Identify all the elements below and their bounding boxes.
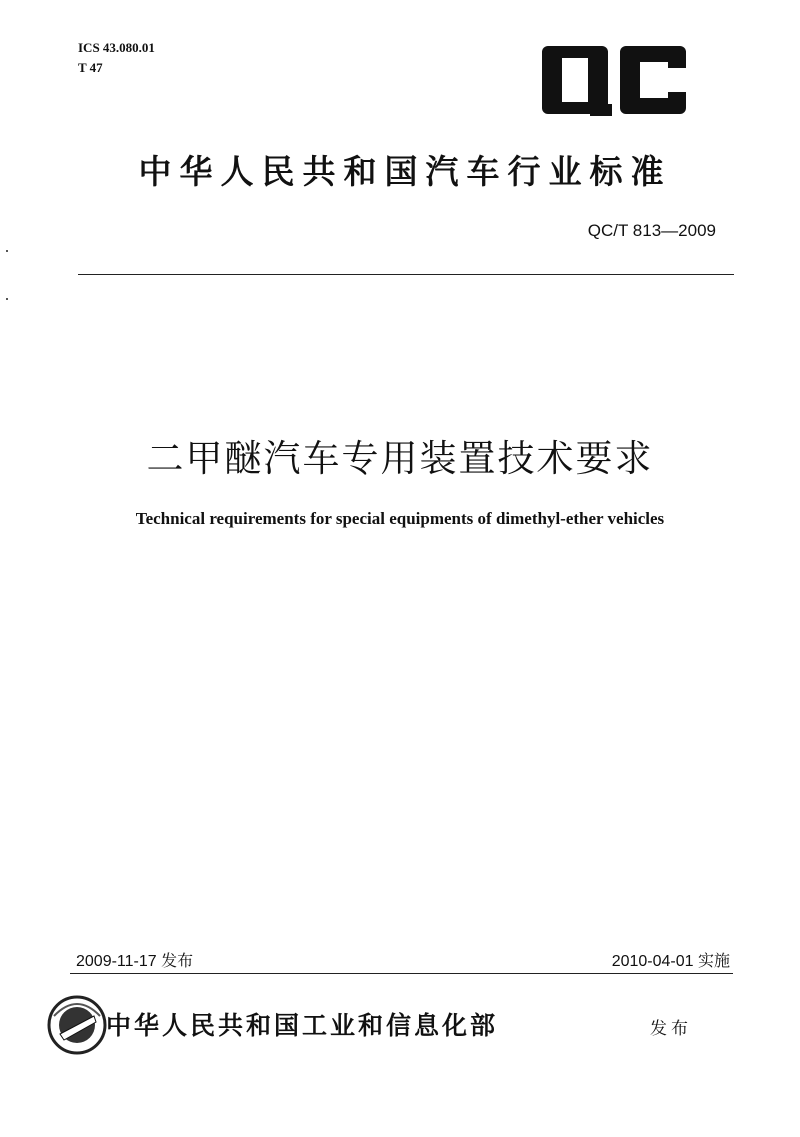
category-code: T 47: [78, 60, 103, 75]
header-divider: [78, 274, 734, 275]
standard-type-heading: 中华人民共和国汽车行业标准: [138, 152, 672, 191]
qc-logo: [540, 44, 690, 118]
scan-speck: [6, 298, 8, 300]
implement-date: 2010-04-01 实施: [611, 953, 730, 970]
standard-number: QC/T 813—2009: [587, 221, 716, 240]
issuing-authority: 中华人民共和国工业和信息化部: [106, 1011, 499, 1040]
english-title: Technical requirements for special equipments of dimethyl-ether vehicles: [135, 509, 665, 528]
ics-code: ICS 43.080.01: [78, 40, 155, 55]
ministry-emblem-icon: [46, 994, 108, 1056]
footer-divider: [70, 973, 733, 974]
scan-speck: [6, 250, 8, 252]
chinese-title: 二甲醚汽车专用装置技术要求: [146, 437, 654, 480]
classification-block: [78, 38, 155, 78]
publish-date: 2009-11-17 发布: [76, 953, 194, 970]
issue-label: 发布: [650, 1019, 692, 1039]
